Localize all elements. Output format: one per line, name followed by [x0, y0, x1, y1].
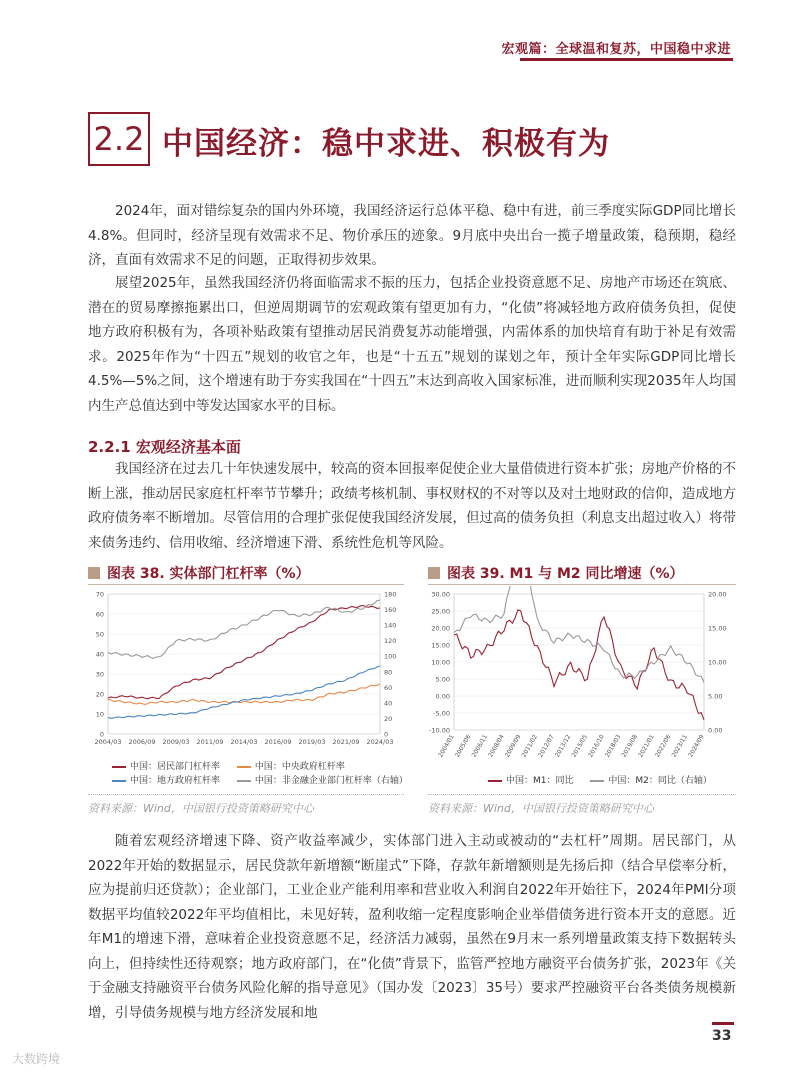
figure-39-source-rule: [428, 794, 736, 795]
y-tick-right: 0.00: [708, 726, 723, 735]
series-line-0: [454, 610, 704, 720]
y-tick-left: 40: [95, 650, 104, 659]
figure-38-legend-2: 中国：地方政府杠杆率 中国：非金融企业部门杠杆率（右轴）: [112, 773, 408, 786]
figure-square-icon: [428, 567, 440, 579]
sub-heading: 2.2.1 宏观经济基本面: [88, 438, 241, 456]
figure-39-legend: 中国：M1：同比 中国：M2：同比（右轴）: [488, 773, 712, 786]
x-tick-label: 2021/09: [332, 738, 360, 746]
x-tick-label: 2022/06: [653, 733, 673, 759]
series-line-0: [108, 605, 380, 698]
x-tick-label: 2023/11: [670, 733, 690, 759]
y-tick-right: 140: [384, 621, 397, 630]
watermark: 大数跨境: [12, 1052, 61, 1066]
y-tick-left: 0: [99, 730, 104, 739]
y-tick-right: 0: [384, 730, 389, 739]
header-rule: [520, 58, 733, 61]
y-tick-left: 20: [95, 690, 104, 699]
x-tick-label: 2011/09: [196, 738, 224, 746]
y-tick-left: 15.00: [431, 641, 450, 650]
y-tick-left: -10.00: [429, 726, 450, 735]
x-tick-label: 2006/11: [470, 733, 490, 759]
x-tick-label: 2004/03: [94, 738, 122, 746]
figure-38-title: 图表 38. 实体部门杠杆率（%）: [88, 563, 310, 583]
x-tick-label: 2009/03: [162, 738, 190, 746]
x-tick-label: 2013/12: [553, 733, 573, 759]
x-tick-label: 2019/08: [620, 733, 640, 759]
y-tick-right: 160: [384, 606, 397, 615]
y-tick-left: 30: [95, 670, 104, 679]
figure-39-rule: [428, 584, 736, 585]
y-tick-right: 5.00: [708, 692, 723, 701]
y-tick-left: 0.00: [435, 692, 450, 701]
x-tick-label: 2012/07: [537, 733, 556, 759]
y-tick-right: 15.00: [708, 624, 727, 633]
y-tick-left: 20.00: [431, 624, 450, 633]
y-tick-right: 40: [384, 699, 393, 708]
y-tick-left: 50: [95, 630, 104, 639]
figure-39-chart: [428, 586, 736, 770]
x-tick-label: 2014/03: [230, 738, 258, 746]
section-title: 中国经济：稳中求进、积极有为: [162, 126, 610, 162]
y-tick-right: 80: [384, 668, 393, 677]
x-tick-label: 2004/01: [437, 733, 456, 759]
x-tick-label: 2005/06: [453, 733, 473, 759]
page-number: 33: [712, 1028, 732, 1044]
plot-frame: [108, 594, 380, 734]
paragraph-3: 我国经济在过去几十年快速发展中，较高的资本回报率促使企业大量借债进行资本扩张；房地产价格的不断上涨，推动居民家庭杠杆率节节攀升；政绩考核机制、事权财权的不对等以及对土地财政的信仰，造成地方政府债务率不断增加。尽管信用的合理扩张促使我国经济发展，但过高的债务负担（利息支出超过收入）将带来债务违约、信用收缩、经济增速下滑、系统性危机等风险。: [88, 461, 736, 551]
x-tick-label: 2016/10: [587, 733, 606, 759]
y-tick-right: 60: [384, 683, 393, 692]
y-tick-left: 70: [95, 590, 104, 599]
x-tick-label: 2024/03: [366, 738, 394, 746]
y-tick-left: 60: [95, 610, 104, 619]
x-tick-label: 2016/09: [264, 738, 292, 746]
x-tick-label: 2018/03: [603, 733, 623, 759]
x-tick-label: 2019/03: [298, 738, 326, 746]
figure-38-source: 资料来源：Wind，中国银行投资策略研究中心: [88, 802, 314, 815]
x-tick-label: 2006/09: [128, 738, 156, 746]
y-tick-left: -5.00: [433, 709, 450, 718]
x-tick-label: 2008/04: [487, 733, 506, 759]
figure-38-source-rule: [88, 794, 404, 795]
paragraph-1: 2024年，面对错综复杂的国内外环境，我国经济运行总体平稳、稳中有进，前三季度实际GDP同比增长4.8%。但同时，经济呈现有效需求不足、物价承压的迹象。9月底中央出台一揽子增量政策，稳预期，稳经济，直面有效需求不足的问题，正取得初步效果。: [88, 203, 736, 268]
paragraph-2: 展望2025年，虽然我国经济仍将面临需求不振的压力，包括企业投资意愿不足、房地产市场还在筑底、潜在的贸易摩擦拖累出口，但逆周期调节的宏观政策有望更加有力，“化债”将减轻地方政府债务负担，促使地方政府积极有为，各项补贴政策有望推动居民消费复苏动能增强，内需体系的加快培育有助于补足有效需求。2025年作为“十四五”规划的收官之年，也是“十五五”规划的谋划之年，预计全年实际GDP同比增长4.5%—5%之间，这个增速有助于夯实我国在“十四五”末达到高收入国家标准，进而顺利实现2035年人均国内生产总值达到中等发达国家水平的目标。: [88, 275, 737, 414]
y-tick-left: 10.00: [431, 658, 450, 667]
section-number: 2.2: [88, 112, 150, 166]
figure-39-source: 资料来源：Wind，中国银行投资策略研究中心: [428, 802, 654, 815]
y-tick-right: 120: [384, 637, 397, 646]
figure-38-legend-1: 中国：居民部门杠杆率 中国：中央政府杠杆率: [112, 759, 345, 772]
y-tick-right: 180: [384, 590, 397, 599]
y-tick-left: 30.00: [431, 590, 450, 599]
header-title: 宏观篇：全球温和复苏，中国稳中求进: [501, 42, 731, 57]
x-tick-label: 2021/01: [637, 733, 656, 759]
y-tick-left: 10: [95, 710, 104, 719]
y-tick-left: 25.00: [431, 607, 450, 616]
y-tick-right: 100: [384, 652, 397, 661]
x-tick-label: 2009/09: [503, 733, 523, 759]
figure-38-chart: [88, 586, 404, 756]
x-tick-label: 2024/09: [687, 733, 706, 759]
paragraph-4: 随着宏观经济增速下降、资产收益率减少，实体部门进入主动或被动的“去杠杆”周期。居民部门，从2022年开始的数据显示，居民贷款年新增额“断崖式”下降，存款年新增额则是先扬后抑（结合早偿率分析，应为提前归还贷款）；企业部门，工业企业产能利用率和营业收入利润自2022年开始往下，2024年PMI分项数据平均值较2022年平均值相比，未见好转，盈利收缩一定程度影响企业举借债务进行资本开支的意愿。近年M1的增速下滑，意味着企业投资意愿不足，经济活力减弱，虽然在9月末一系列增量政策支持下数据转头向上，但持续性还待观察；地方政府部门，在“化债”背景下，监管严控地方融资平台债务扩张，2023年《关于金融支持融资平台债务风险化解的指导意见》（国办发〔2023〕35号）要求严控融资平台各类债务规模新增，引导债务规模与地方经济发展和地: [88, 833, 736, 1021]
figure-square-icon: [88, 567, 100, 579]
x-tick-label: 2015/05: [570, 733, 590, 759]
page-number-rule: [712, 1022, 734, 1025]
y-tick-right: 20: [384, 714, 393, 723]
x-tick-label: 2011/02: [520, 733, 540, 759]
y-tick-left: 5.00: [435, 675, 450, 684]
y-tick-right: 10.00: [708, 658, 727, 667]
figure-38-rule: [88, 584, 404, 585]
figure-39-title: 图表 39. M1 与 M2 同比增速（%）: [428, 563, 684, 583]
y-tick-right: 20.00: [708, 590, 727, 599]
